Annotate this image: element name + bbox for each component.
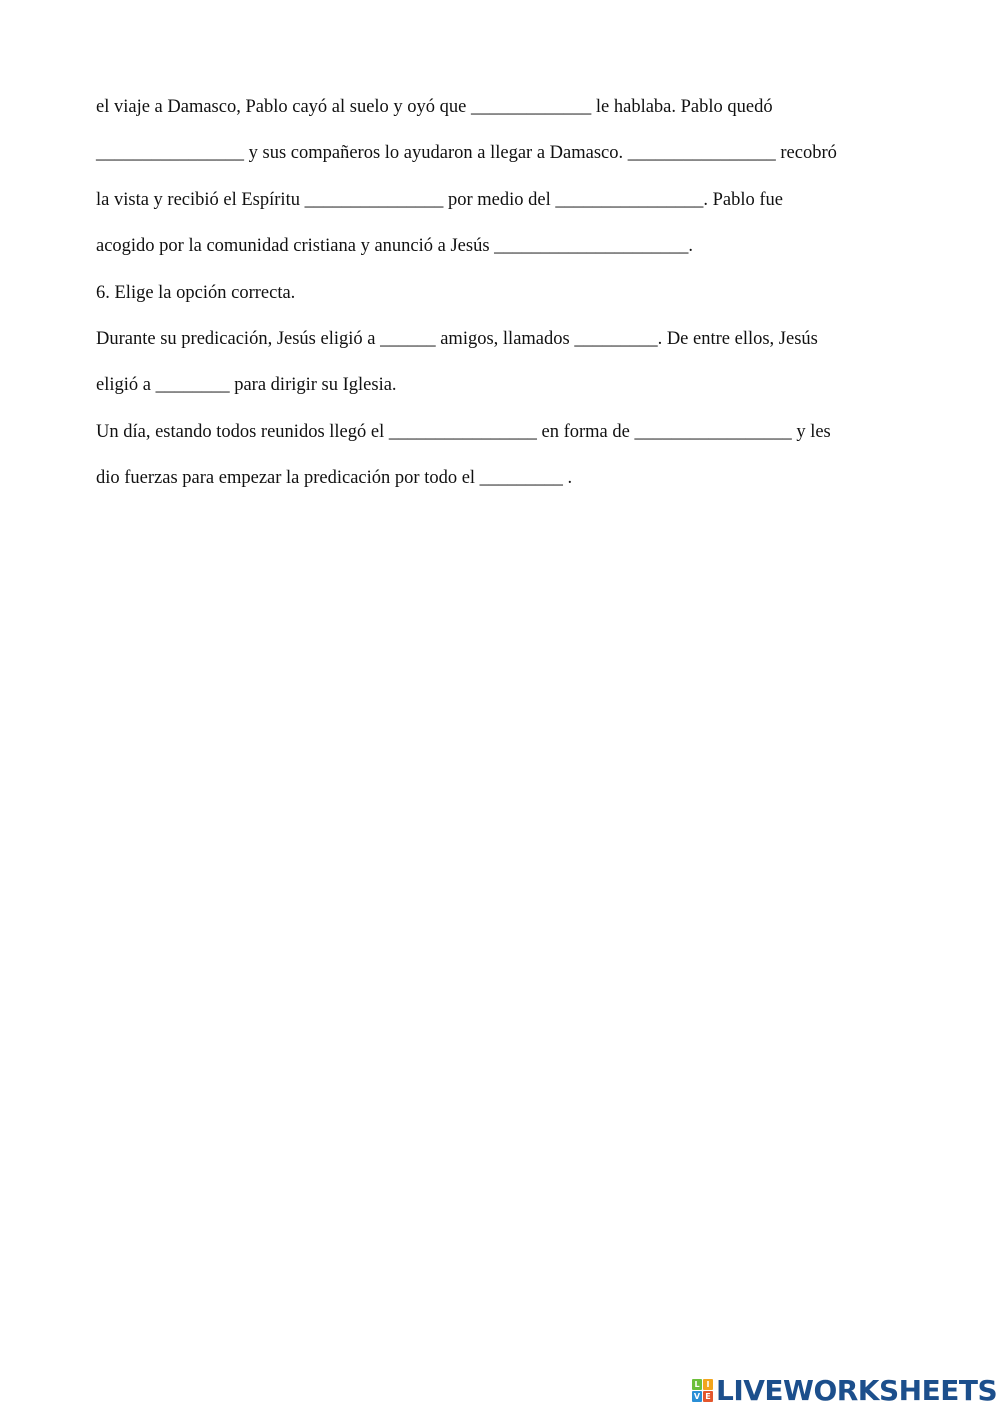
logo-mark-e: E — [703, 1391, 713, 1402]
logo-mark-v: V — [693, 1391, 701, 1401]
text-line-3: la vista y recibió el Espíritu _______________ por medio del ________________. Pablo fue — [96, 189, 783, 210]
text-line-8: Un día, estando todos reunidos llegó el ________________ en forma de _________________ y les — [96, 421, 831, 442]
text-line-1: el viaje a Damasco, Pablo cayó al suelo y oyó que _____________ le hablaba. Pablo quedó — [96, 97, 773, 117]
text-line-6: Durante su predicación, Jesús eligió a ______ amigos, llamados _________. De entre ellos, Jesús — [96, 328, 818, 349]
logo-text: LIVEWORKSHEETS — [716, 1373, 998, 1407]
liveworksheets-logo — [692, 1374, 997, 1406]
logo-mark-icon — [692, 1379, 713, 1402]
text-line-2: ________________ y sus compañeros lo ayudaron a llegar a Damasco. ________________ recobró — [96, 143, 837, 164]
worksheet-text — [96, 90, 916, 508]
text-line-9: dio fuerzas para empezar la predicación por todo el _________ . — [96, 468, 573, 489]
text-line-4: acogido por la comunidad cristiana y anunció a Jesús _____________________. — [96, 236, 694, 257]
logo-mark-l: L — [692, 1379, 702, 1390]
exercise-6-heading: 6. Elige la opción correcta. — [96, 282, 296, 303]
logo-mark-i: I — [703, 1379, 713, 1390]
text-line-7: eligió a ________ para dirigir su Iglesia. — [96, 375, 397, 396]
